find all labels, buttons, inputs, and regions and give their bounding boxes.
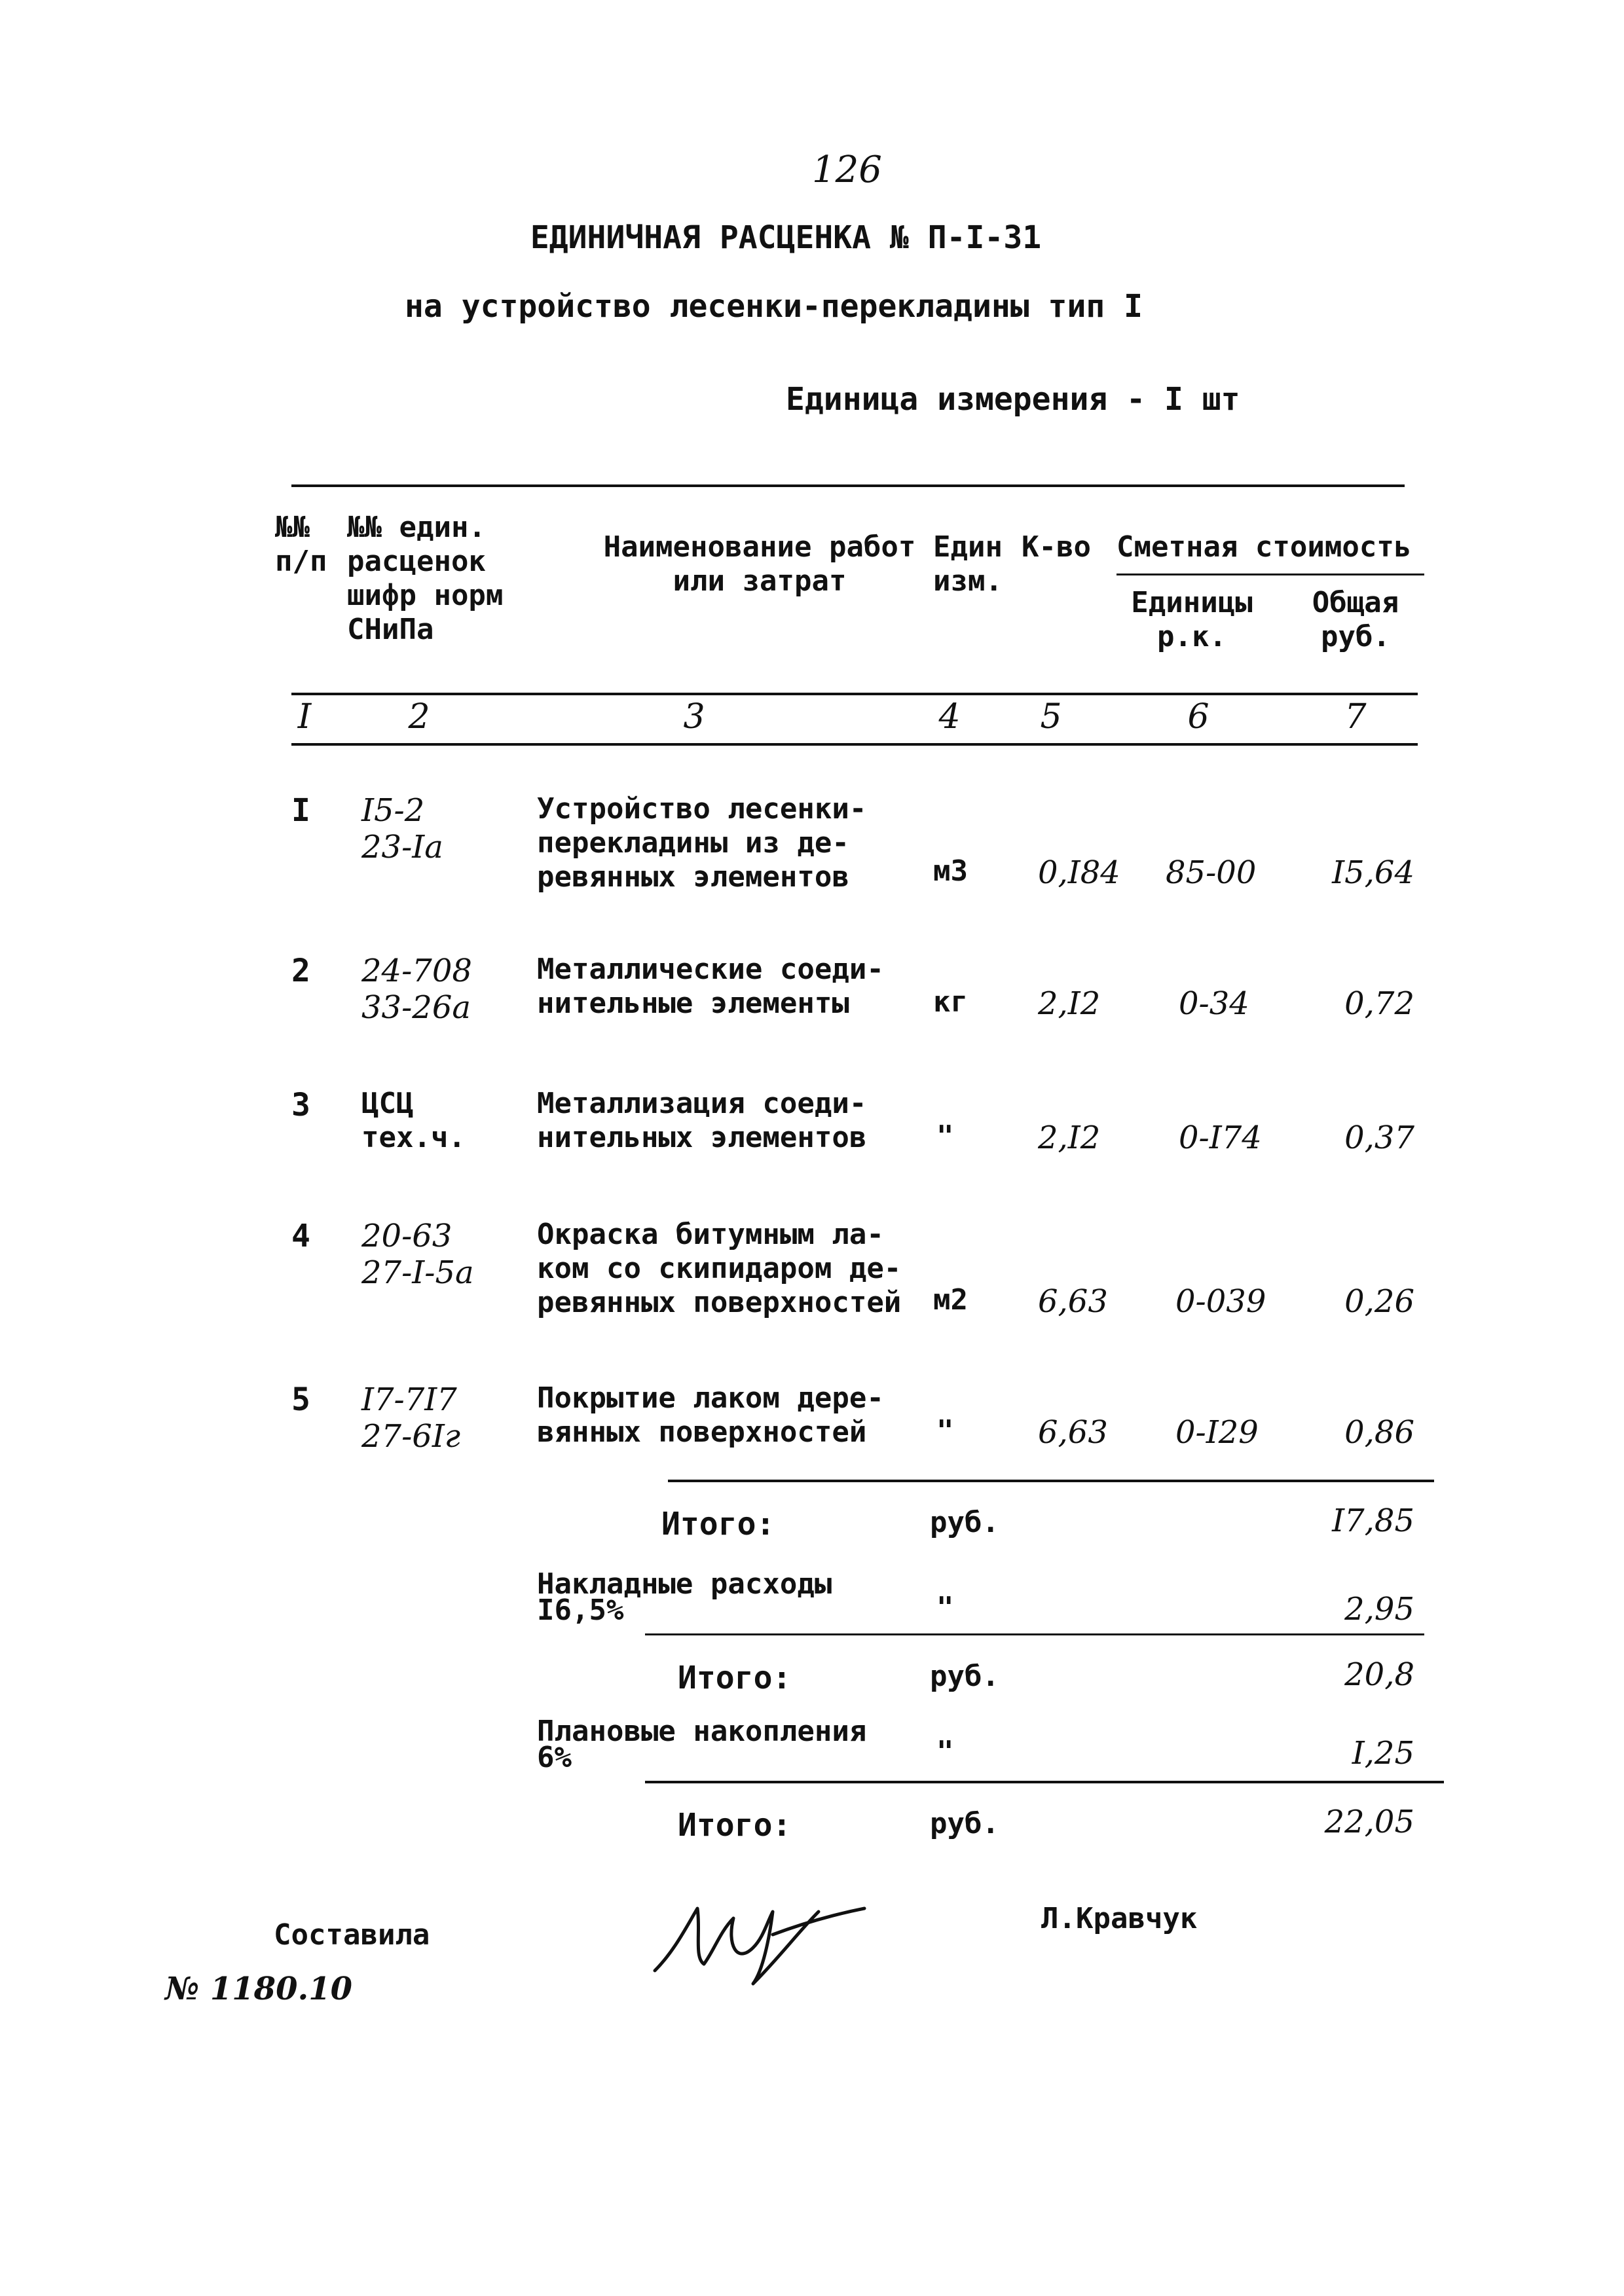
unit-of-measure: Единица измерения - I шт xyxy=(786,381,1240,418)
table-top-rule xyxy=(291,484,1405,487)
compiled-by-label: Составила xyxy=(274,1918,430,1952)
row-unit: " xyxy=(936,1120,954,1153)
row-number: 5 xyxy=(291,1381,310,1418)
planned-savings-unit: " xyxy=(936,1735,954,1768)
row-code: 24-708 33-26а xyxy=(361,953,472,1026)
document-title: ЕДИНИЧНАЯ РАСЦЕНКА № П-I-31 xyxy=(530,219,1042,256)
row-qty: 6,63 xyxy=(1038,1414,1108,1451)
row-qty: 0,I84 xyxy=(1038,854,1120,891)
planned-savings-label: Плановые накопления 6% xyxy=(537,1715,867,1774)
col-number: 5 xyxy=(1040,697,1062,737)
overhead-value: 2,95 xyxy=(1344,1591,1414,1628)
col-header-name: Наименование работ или затрат xyxy=(603,530,916,598)
row-code: I5-2 23-Iа xyxy=(361,792,443,866)
row-name: Металлизация соеди- нительных элементов xyxy=(537,1087,867,1154)
col-number: 7 xyxy=(1344,697,1367,737)
col-number: 6 xyxy=(1187,697,1209,737)
final-total-rule xyxy=(645,1781,1444,1783)
col-number: 4 xyxy=(938,697,961,737)
subtotal-2-label: Итого: xyxy=(678,1660,792,1696)
overhead-rule xyxy=(645,1633,1424,1635)
col-header-code: №№ един. расценок шифр норм СНиПа xyxy=(347,511,504,646)
row-unit-price: 85-00 xyxy=(1166,854,1257,891)
row-unit: " xyxy=(936,1414,954,1448)
handwritten-number: № 1180.10 xyxy=(165,1971,352,2007)
row-unit-price: 0-I74 xyxy=(1179,1120,1262,1156)
signature xyxy=(648,1872,871,1990)
document-subtitle: на устройство лесенки-перекладины тип I xyxy=(405,288,1143,325)
col-number: 2 xyxy=(408,697,430,737)
column-numbers-rule xyxy=(291,743,1418,746)
col-header-num: №№ п/п xyxy=(275,511,327,578)
row-unit: кг xyxy=(933,985,968,1019)
col-header-qty: К-во xyxy=(1022,530,1091,564)
grand-total-value: 22,05 xyxy=(1324,1804,1414,1840)
cost-subheader-rule xyxy=(1116,574,1424,575)
row-number: I xyxy=(291,792,310,829)
row-number: 2 xyxy=(291,953,310,989)
col-header-unit: Един изм. xyxy=(933,530,1003,598)
totals-top-rule xyxy=(668,1480,1434,1482)
page-number: 126 xyxy=(812,149,882,191)
grand-total-unit: руб. xyxy=(930,1807,999,1840)
row-qty: 6,63 xyxy=(1038,1283,1108,1320)
col-header-estimated-cost: Сметная стоимость xyxy=(1116,530,1412,564)
row-name: Покрытие лаком дере- вянных поверхностей xyxy=(537,1381,884,1449)
subtotal-unit: руб. xyxy=(930,1506,999,1539)
subtotal-label: Итого: xyxy=(661,1506,775,1542)
row-qty: 2,I2 xyxy=(1038,985,1101,1022)
row-code: 20-63 27-I-5а xyxy=(361,1218,474,1291)
subtotal-2-unit: руб. xyxy=(930,1660,999,1693)
row-code: I7-7I7 27-6Iг xyxy=(361,1381,461,1455)
row-code: ЦСЦ тех.ч. xyxy=(361,1087,466,1154)
row-name: Металлические соеди- нительные элементы xyxy=(537,953,884,1020)
row-number: 3 xyxy=(291,1087,310,1123)
row-number: 4 xyxy=(291,1218,310,1254)
row-unit-price: 0-039 xyxy=(1175,1283,1266,1320)
row-total: 0,72 xyxy=(1344,985,1414,1022)
signature-image xyxy=(648,1872,871,1990)
row-total: 0,37 xyxy=(1344,1120,1414,1156)
row-unit-price: 0-I29 xyxy=(1175,1414,1259,1451)
col-number: I xyxy=(297,697,312,737)
subtotal-2-value: 20,8 xyxy=(1344,1656,1414,1693)
overhead-unit: " xyxy=(936,1591,954,1624)
col-number: 3 xyxy=(683,697,705,737)
planned-savings-value: I,25 xyxy=(1352,1735,1414,1772)
row-name: Устройство лесенки- перекладины из де- ревянных элементов xyxy=(537,792,867,894)
row-total: 0,26 xyxy=(1344,1283,1414,1320)
header-bottom-rule xyxy=(291,693,1418,695)
grand-total-label: Итого: xyxy=(678,1807,792,1844)
row-total: I5,64 xyxy=(1332,854,1414,891)
col-header-unit-price: Единицы р.к. xyxy=(1131,586,1253,653)
compiler-name: Л.Кравчук xyxy=(1041,1902,1198,1935)
overhead-label: Накладные расходы I6,5% xyxy=(537,1567,832,1627)
row-qty: 2,I2 xyxy=(1038,1120,1101,1156)
subtotal-value: I7,85 xyxy=(1332,1503,1414,1539)
row-unit: м3 xyxy=(933,854,968,888)
row-unit: м2 xyxy=(933,1283,968,1317)
row-name: Окраска битумным ла- ком со скипидаром де- ревянных поверхностей xyxy=(537,1218,902,1319)
row-unit-price: 0-34 xyxy=(1179,985,1249,1022)
row-total: 0,86 xyxy=(1344,1414,1414,1451)
col-header-total: Общая руб. xyxy=(1312,586,1399,653)
